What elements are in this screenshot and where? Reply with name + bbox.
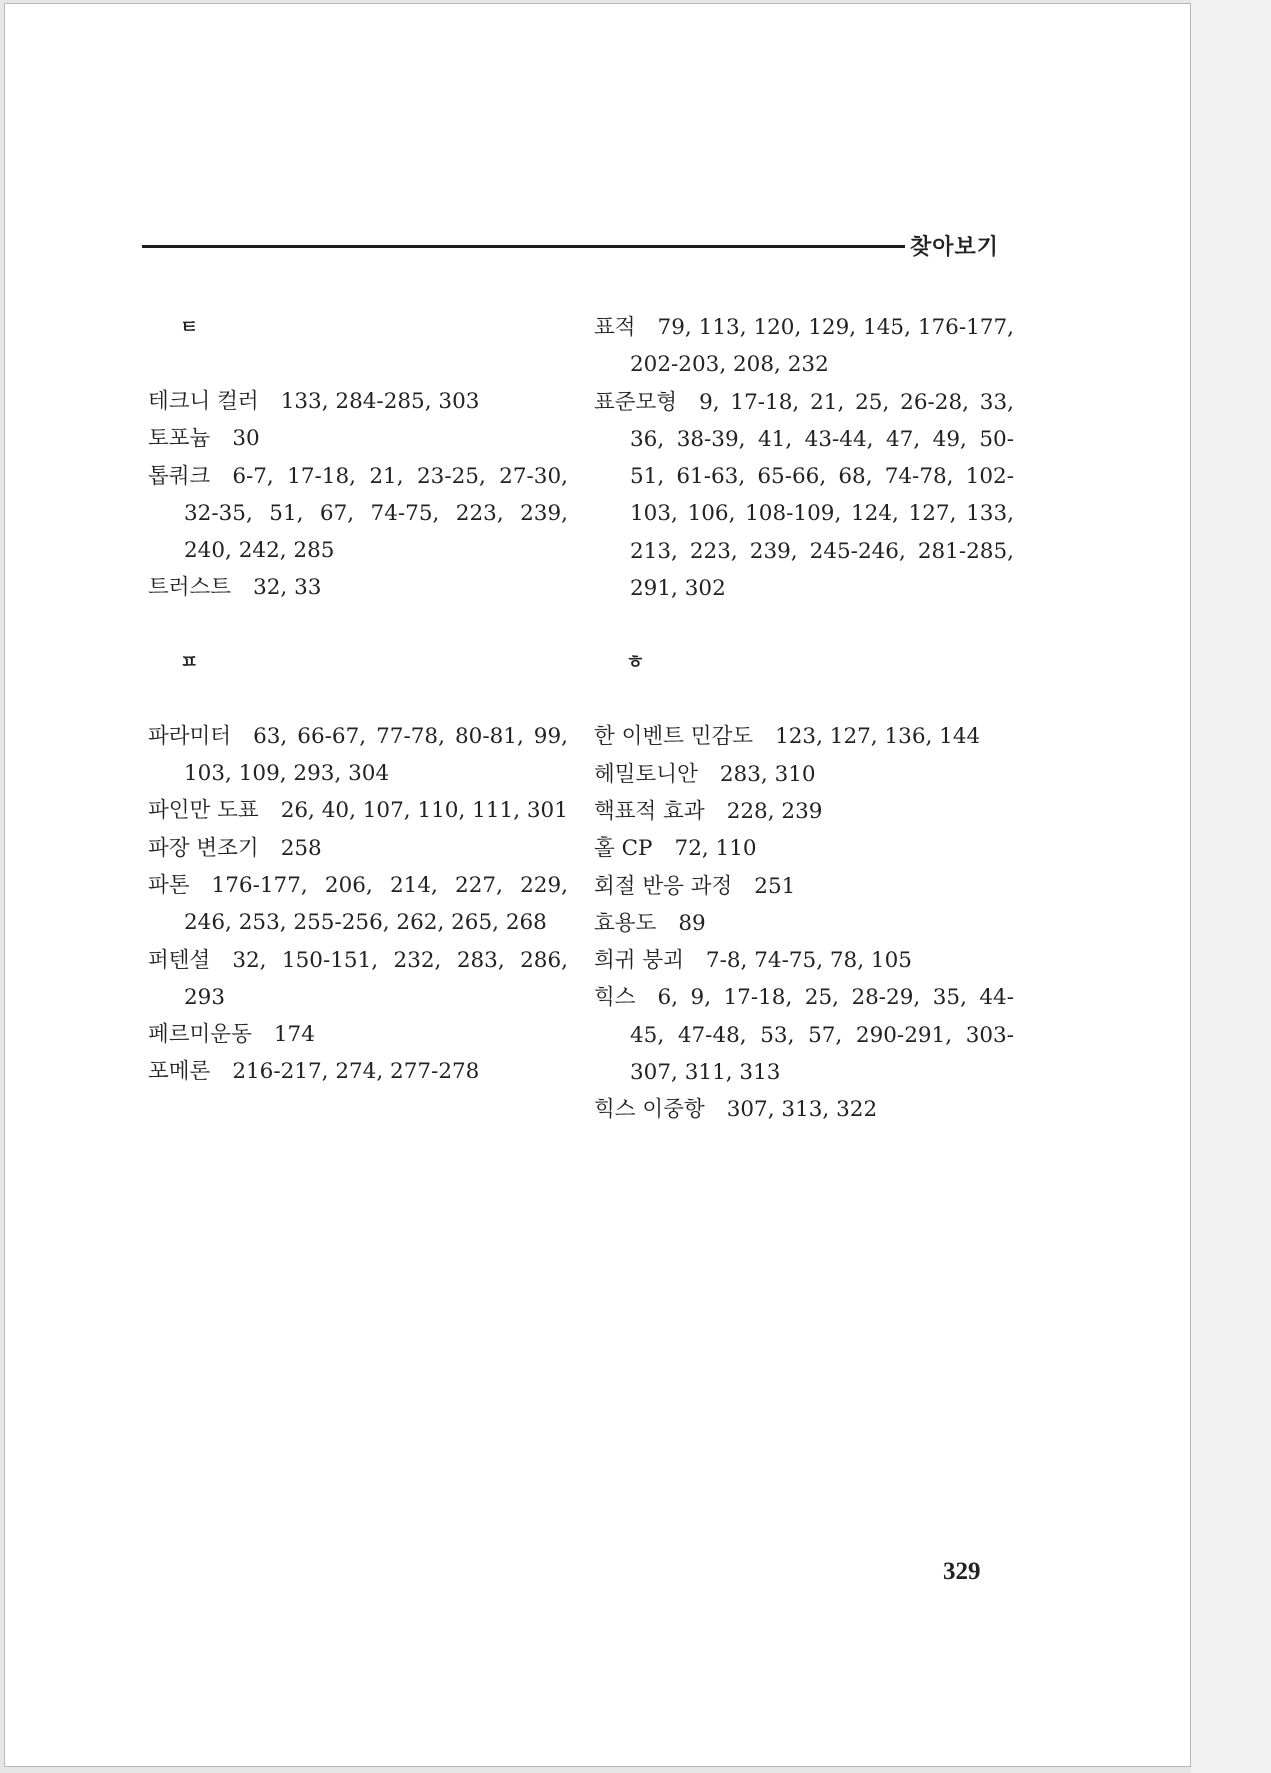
index-section-letter: ㅎ — [626, 651, 645, 674]
index-entry — [148, 792, 568, 829]
index-term: 페르미운동 — [148, 1022, 252, 1048]
index-entry — [594, 756, 1014, 793]
index-column-right — [594, 309, 1014, 1129]
index-entry — [148, 420, 568, 457]
index-page-refs: 9, 17-18, 21, 25, 26-28, 33, 36, 38-39, 41, 43-44, 47, 49, 50-51, 61-63, 65-66, 68, 74-78, 102-103, 106, 108-109, 124, 127, 133, 213, 223, 239, 245-246, 281-285, 291, 302 — [630, 389, 1014, 602]
index-page-refs: 251 — [754, 873, 796, 899]
index-entry — [148, 1016, 568, 1053]
index-column-left — [148, 309, 568, 1091]
index-page-refs: 89 — [678, 910, 706, 936]
index-section-letter: ㅍ — [180, 650, 199, 673]
index-page-refs: 26, 40, 107, 110, 111, 301 — [280, 798, 568, 824]
index-entry — [594, 830, 1014, 867]
index-entry — [148, 1053, 568, 1090]
index-term: 파톤 — [148, 872, 190, 898]
index-entry — [148, 569, 568, 606]
index-term: 퍼텐셜 — [148, 947, 211, 973]
index-term: 파인만 도표 — [148, 798, 259, 824]
index-page-refs: 72, 110 — [674, 836, 757, 862]
index-term: 회절 반응 과정 — [594, 873, 733, 899]
section-spacer — [148, 681, 568, 718]
index-entry — [148, 942, 568, 1017]
index-page-refs: 216-217, 274, 277-278 — [232, 1059, 480, 1085]
index-page-refs: 79, 113, 120, 129, 145, 176-177, 202-203, 208, 232 — [630, 315, 1014, 378]
section-spacer — [594, 607, 1014, 644]
section-spacer — [594, 681, 1014, 718]
index-page-refs: 307, 313, 322 — [726, 1097, 878, 1123]
index-entry — [148, 718, 568, 793]
index-entry — [594, 718, 1014, 755]
index-term: 토포늄 — [148, 426, 211, 452]
index-entry — [148, 830, 568, 867]
index-page-refs: 258 — [280, 835, 322, 861]
index-term: 포메론 — [148, 1059, 211, 1085]
index-page-refs: 133, 284-285, 303 — [280, 389, 480, 414]
section-spacer — [148, 346, 568, 383]
index-entry — [594, 793, 1014, 830]
index-page-refs: 228, 239 — [726, 798, 823, 824]
index-term: 파라미터 — [148, 723, 232, 749]
index-page-refs: 6-7, 17-18, 21, 23-25, 27-30, 32-35, 51, 67, 74-75, 223, 239, 240, 242, 285 — [184, 463, 568, 564]
index-term: 트러스트 — [148, 575, 232, 601]
index-term: 표준모형 — [594, 389, 678, 415]
index-entry — [594, 905, 1014, 942]
section-spacer — [148, 607, 568, 644]
book-page — [4, 3, 1191, 1767]
index-term: 효용도 — [594, 910, 657, 936]
index-entry — [594, 309, 1014, 384]
index-term: 파장 변조기 — [148, 835, 259, 861]
index-page-refs: 174 — [273, 1022, 315, 1048]
index-term: 표적 — [594, 315, 636, 340]
index-entry — [594, 868, 1014, 905]
index-entry — [148, 867, 568, 942]
page-margin-gutter — [1191, 0, 1271, 1773]
running-header-title: 찾아보기 — [910, 235, 1000, 260]
index-term: 톱쿼크 — [148, 463, 211, 489]
index-term: 희귀 붕괴 — [594, 948, 684, 974]
index-page-refs: 7-8, 74-75, 78, 105 — [705, 948, 912, 974]
header-rule — [142, 245, 905, 248]
index-page-refs: 6, 9, 17-18, 25, 28-29, 35, 44-45, 47-48, 53, 57, 290-291, 303-307, 311, 313 — [630, 985, 1014, 1086]
index-entry — [594, 384, 1014, 608]
index-page-refs: 283, 310 — [719, 761, 816, 787]
index-term: 홀 CP — [594, 836, 653, 862]
index-term: 헤밀토니안 — [594, 761, 698, 787]
index-page-refs: 176-177, 206, 214, 227, 229, 246, 253, 255-256, 262, 265, 268 — [184, 872, 568, 936]
index-page-refs: 123, 127, 136, 144 — [775, 724, 981, 750]
index-term: 테크니 컬러 — [148, 389, 259, 414]
index-entry — [594, 1091, 1014, 1128]
index-page-refs: 30 — [232, 426, 260, 452]
index-term: 힉스 이중항 — [594, 1097, 705, 1123]
page-number: 329 — [943, 1558, 981, 1585]
index-page-refs: 32, 150-151, 232, 283, 286, 293 — [184, 947, 568, 1010]
index-page-refs: 63, 66-67, 77-78, 80-81, 99, 103, 109, 293, 304 — [184, 723, 568, 787]
index-term: 힉스 — [594, 985, 636, 1011]
index-entry — [594, 979, 1014, 1091]
index-entry — [148, 458, 568, 570]
index-entry — [594, 942, 1014, 979]
index-page-refs: 32, 33 — [253, 575, 322, 601]
index-term: 핵표적 효과 — [594, 798, 705, 824]
index-entry — [148, 383, 568, 420]
index-term: 한 이벤트 민감도 — [594, 724, 754, 750]
index-section-letter: ㅌ — [180, 316, 199, 338]
